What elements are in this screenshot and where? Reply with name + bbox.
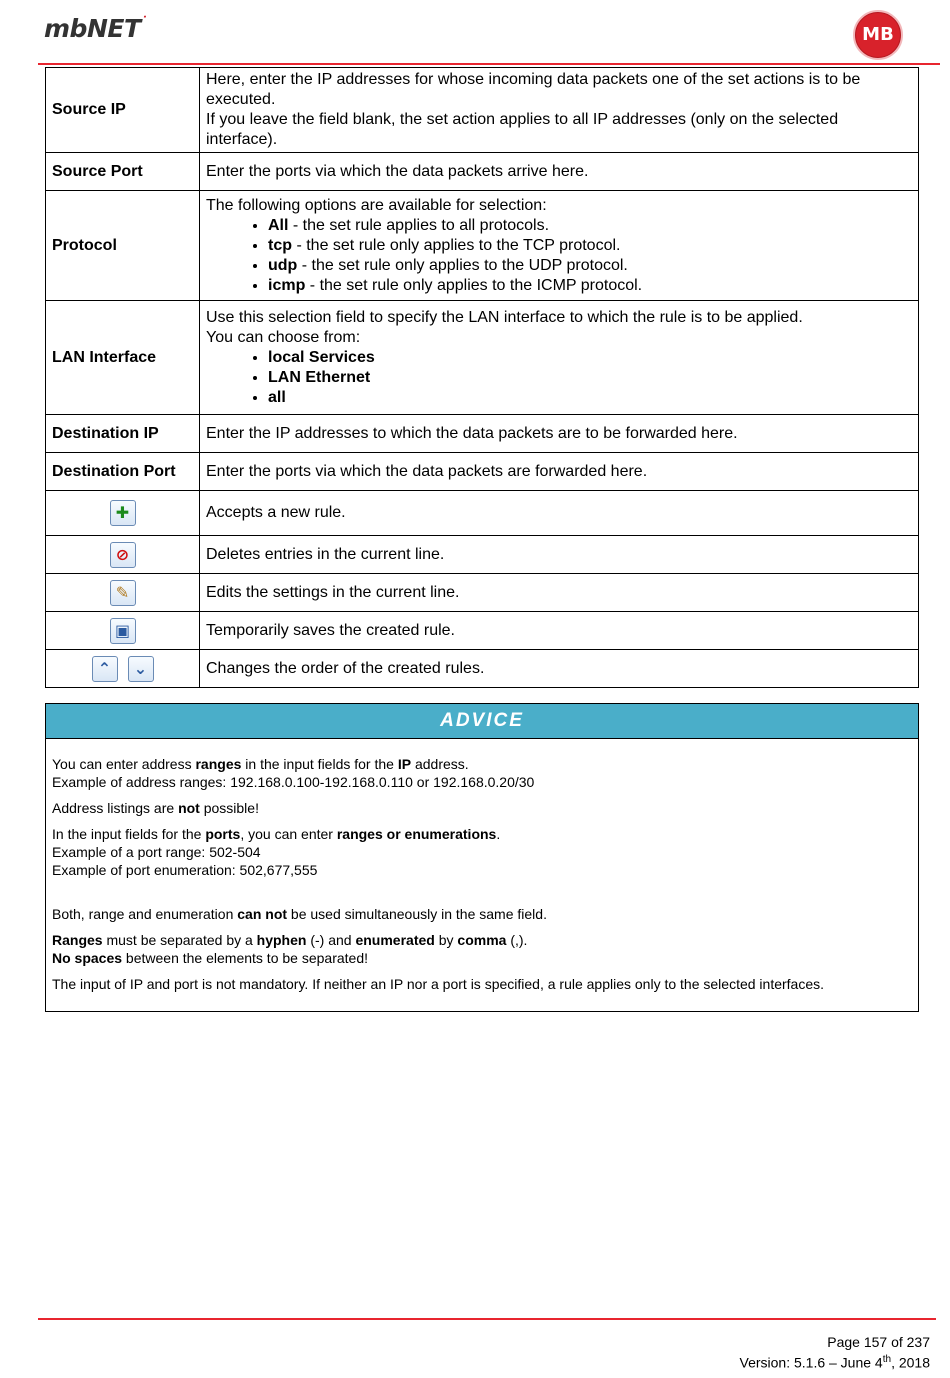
list-item: • All - the set rule applies to all protocols.	[268, 216, 912, 236]
mbnet-logo	[44, 14, 147, 43]
icon-cell	[46, 574, 200, 612]
row-label: Source Port	[46, 153, 200, 191]
list-item: • LAN Ethernet	[268, 368, 912, 388]
row-label: Protocol	[46, 191, 200, 301]
version-info: Version: 5.1.6 – June 4th, 2018	[739, 1354, 930, 1371]
row-label: Destination IP	[46, 415, 200, 453]
row-label: LAN Interface	[46, 301, 200, 415]
row-description: Enter the ports via which the data packets arrive here.	[200, 153, 919, 191]
row-label: Source IP	[46, 68, 200, 153]
row-description	[200, 191, 919, 301]
save-icon[interactable]: ▣	[110, 618, 136, 644]
list-item: • all	[268, 388, 912, 408]
row-description: Deletes entries in the current line.	[200, 536, 919, 574]
icon-cell	[46, 650, 200, 688]
advice-title: ADVICE	[46, 704, 918, 739]
description-line: You can choose from:	[206, 328, 361, 346]
description-line: The following options are available for selection:	[206, 196, 547, 214]
description-line: Here, enter the IP addresses for whose incoming data packets one of the set actions is to be executed.	[206, 71, 861, 108]
row-description: Accepts a new rule.	[200, 491, 919, 536]
table-row	[46, 536, 919, 574]
row-description	[200, 68, 919, 153]
table-row	[46, 453, 919, 491]
table-row	[46, 574, 919, 612]
table-row	[46, 415, 919, 453]
edit-icon[interactable]: ✎	[110, 580, 136, 606]
row-description	[200, 301, 919, 415]
logo-text: mbNET	[44, 14, 141, 43]
table-row	[46, 191, 919, 301]
row-description: Edits the settings in the current line.	[200, 574, 919, 612]
advice-paragraph: The input of IP and port is not mandatory. If neither an IP nor a port is specified, a rule applies only to the selected interfaces.	[52, 976, 825, 992]
page-number: Page 157 of 237	[827, 1334, 930, 1350]
table-row	[46, 153, 919, 191]
mb-badge-logo: MB	[853, 10, 903, 60]
description-line: If you leave the field blank, the set action applies to all IP addresses (only on the selected interface).	[206, 111, 839, 148]
move-up-icon[interactable]: ⌃	[92, 656, 118, 682]
description-line: Use this selection field to specify the LAN interface to which the rule is to be applied.	[206, 308, 803, 326]
list-item: • tcp - the set rule only applies to the TCP protocol.	[268, 236, 912, 256]
row-label: Destination Port	[46, 453, 200, 491]
add-rule-icon[interactable]: ✚	[110, 500, 136, 526]
advice-paragraph: Both, range and enumeration can not be used simultaneously in the same field.	[52, 906, 547, 922]
row-description: Enter the IP addresses to which the data packets are to be forwarded here.	[200, 415, 919, 453]
protocol-list	[206, 216, 912, 296]
row-description: Changes the order of the created rules.	[200, 650, 919, 688]
icon-cell	[46, 491, 200, 536]
table-row	[46, 612, 919, 650]
header-divider	[38, 63, 940, 65]
icon-cell	[46, 536, 200, 574]
interface-list	[206, 348, 912, 408]
advice-paragraph: You can enter address ranges in the input fields for the IP address. Example of address ranges: 192.168.0.100-192.168.0.110 or 192.168.0.20/30	[52, 756, 535, 790]
table-row	[46, 650, 919, 688]
advice-paragraph: Address listings are not possible!	[52, 800, 259, 816]
delete-icon[interactable]: ⊘	[110, 542, 136, 568]
footer-divider	[38, 1318, 936, 1320]
list-item: • udp - the set rule only applies to the UDP protocol.	[268, 256, 912, 276]
advice-paragraph: In the input fields for the ports, you can enter ranges or enumerations. Example of a port range: 502-504 Example of port enumeration: 502,677,555	[52, 826, 501, 878]
page-footer	[740, 1333, 931, 1372]
parameter-table	[45, 67, 919, 688]
row-description: Temporarily saves the created rule.	[200, 612, 919, 650]
advice-paragraph: Ranges must be separated by a hyphen (-) and enumerated by comma (,). No spaces between the elements to be separated!	[52, 932, 528, 966]
table-row	[46, 301, 919, 415]
table-row	[46, 68, 919, 153]
list-item: • local Services	[268, 348, 912, 368]
move-down-icon[interactable]: ⌄	[128, 656, 154, 682]
page-header	[0, 0, 950, 70]
advice-body	[46, 739, 918, 1011]
advice-box	[45, 703, 919, 1012]
logo-mark: ˙	[140, 15, 147, 31]
row-description: Enter the ports via which the data packets are forwarded here.	[200, 453, 919, 491]
table-row	[46, 491, 919, 536]
icon-cell	[46, 612, 200, 650]
list-item: • icmp - the set rule only applies to the ICMP protocol.	[268, 276, 912, 296]
